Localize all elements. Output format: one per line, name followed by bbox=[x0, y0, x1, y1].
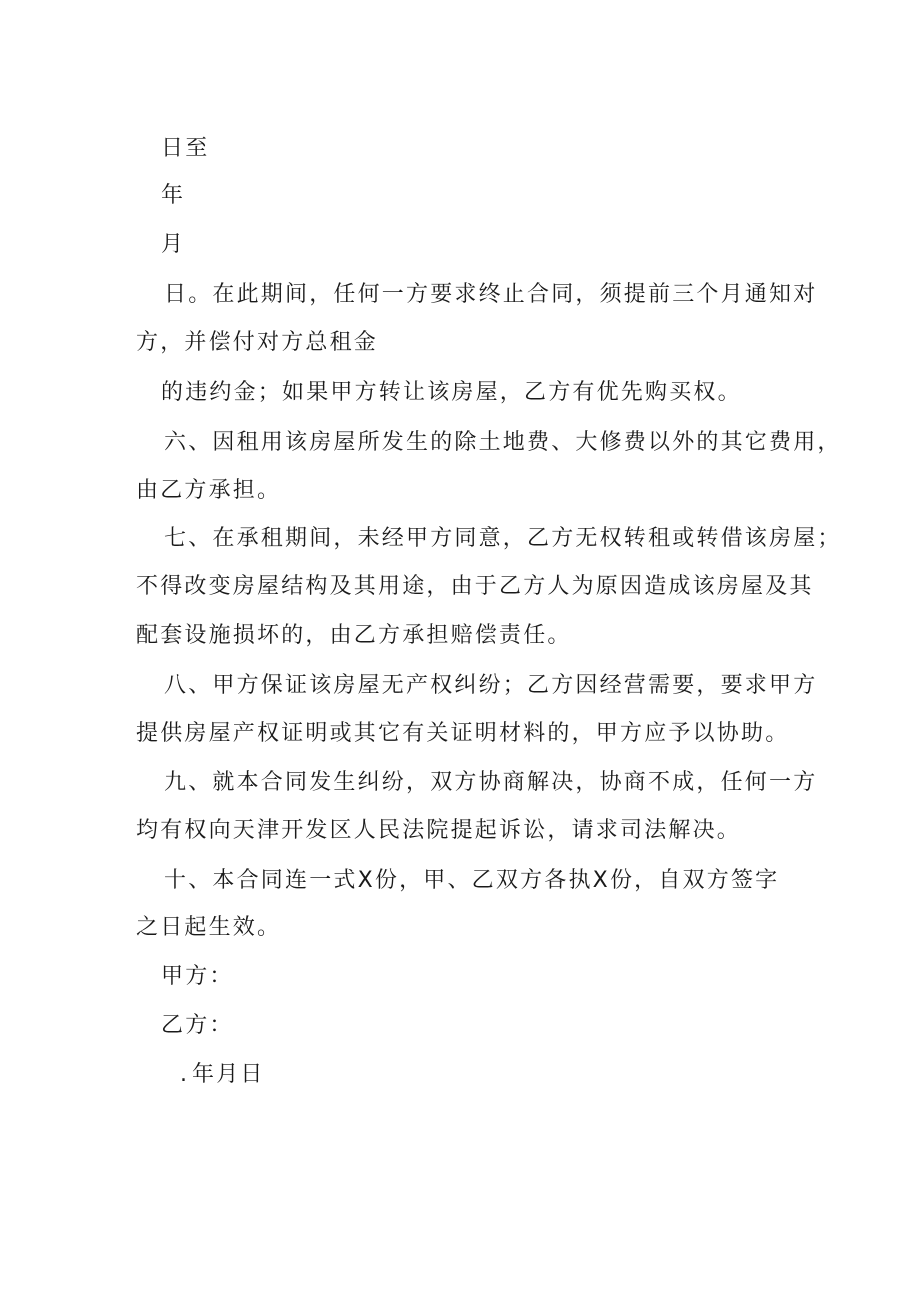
text-line: 的违约金；如果甲方转让该房屋，乙方有优先购买权。 bbox=[161, 380, 742, 405]
text-line: 配套设施损坏的，由乙方承担赔偿责任。 bbox=[136, 623, 572, 648]
text-line: 日至 bbox=[161, 136, 210, 161]
text-line: 提供房屋产权证明或其它有关证明材料的，甲方应予以协助。 bbox=[136, 721, 790, 746]
text-line: 不得改变房屋结构及其用途，由于乙方人为原因造成该房屋及其 bbox=[136, 574, 814, 599]
text-line: 六、因租用该房屋所发生的除土地费、大修费以外的其它费用， bbox=[164, 430, 842, 455]
date-line: 年月日 bbox=[192, 1062, 265, 1087]
text-line: 由乙方承担。 bbox=[136, 478, 282, 503]
text-line: 八、甲方保证该房屋无产权纠纷；乙方因经营需要，要求甲方 bbox=[164, 673, 818, 698]
text-line: 之日起生效。 bbox=[136, 915, 282, 940]
date-prefix: . bbox=[180, 1062, 190, 1087]
text-line: 月 bbox=[161, 232, 186, 257]
party-b-label: 乙方： bbox=[161, 1013, 234, 1038]
text-line: 日。在此期间，任何一方要求终止合同，须提前三个月通知对 bbox=[164, 282, 818, 307]
text-line: 年 bbox=[161, 183, 186, 208]
text-line: 均有权向天津开发区人民法院提起诉讼，请求司法解决。 bbox=[136, 818, 742, 843]
text-line: 方，并偿付对方总租金 bbox=[136, 330, 379, 355]
text-line: 十、本合同连一式X份，甲、乙双方各执X份，自双方签字 bbox=[164, 868, 780, 893]
text-line: 七、在承租期间，未经甲方同意，乙方无权转租或转借该房屋； bbox=[164, 526, 842, 551]
party-a-label: 甲方： bbox=[161, 964, 234, 989]
text-line: 九、就本合同发生纠纷，双方协商解决，协商不成，任何一方 bbox=[164, 770, 818, 795]
